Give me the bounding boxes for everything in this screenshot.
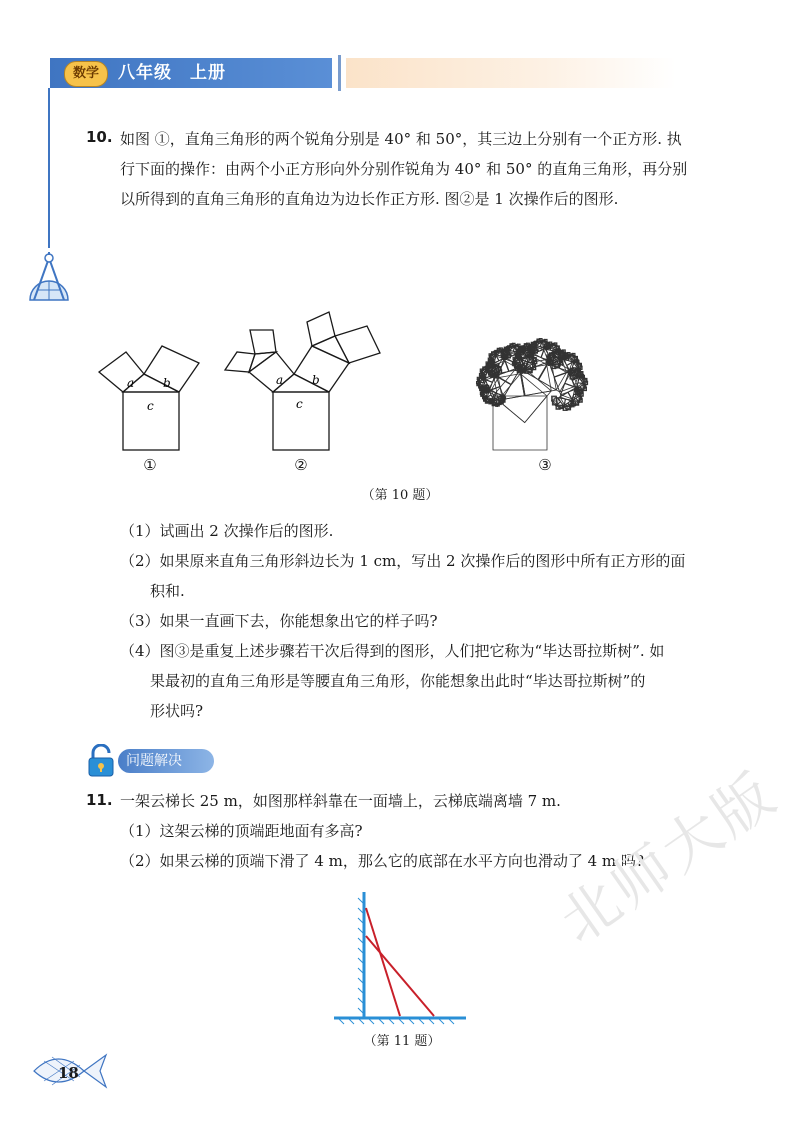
edge-label-a: a bbox=[127, 376, 135, 390]
problem-11-text: 一架云梯长 25 m，如图那样斜靠在一面墙上，云梯底端离墙 7 m. bbox=[120, 792, 561, 810]
question-10-2: （2）如果原来直角三角形斜边长为 1 cm，写出 2 次操作后的图形中所有正方形的面 bbox=[120, 552, 686, 570]
figure-1 bbox=[95, 330, 205, 460]
unlock-icon bbox=[87, 744, 117, 778]
watermark: 北师大版 bbox=[547, 758, 790, 957]
question-10-2-cont: 积和. bbox=[150, 582, 185, 600]
problem-10-number: 10. bbox=[86, 128, 113, 146]
page-number: 18 bbox=[58, 1064, 79, 1082]
fig2-edge-label-b: b bbox=[312, 373, 320, 387]
ladder-figure bbox=[330, 888, 470, 1028]
question-11-2: （2）如果云梯的顶端下滑了 4 m，那么它的底部在水平方向也滑动了 4 m 吗? bbox=[120, 852, 644, 870]
subject-badge: 数学 bbox=[64, 61, 108, 87]
question-11-1: （1）这架云梯的顶端距地面有多高? bbox=[120, 822, 363, 840]
edge-label-c: c bbox=[147, 399, 154, 413]
problem-11-caption: （第 11 题） bbox=[363, 1034, 441, 1049]
problem-10-line-1: 如图 ①，直角三角形的两个锐角分别是 40° 和 50°，其三边上分别有一个正方形. 执 bbox=[120, 130, 682, 148]
problem-10-line-2: 行下面的操作：由两个小正方形向外分别作锐角为 40° 和 50° 的直角三角形，再分别 bbox=[120, 160, 688, 178]
section-tag-problem-solving: 问题解决 bbox=[118, 749, 214, 773]
figure-label-3: ③ bbox=[538, 456, 552, 474]
compass-icon bbox=[24, 250, 74, 306]
margin-line bbox=[48, 88, 50, 248]
question-10-4: （4）图③是重复上述步骤若干次后得到的图形，人们把它称为“毕达哥拉斯树”. 如 bbox=[120, 642, 665, 660]
question-10-4-cont: 果最初的直角三角形是等腰直角三角形，你能想象出此时“毕达哥拉斯树”的 bbox=[150, 672, 646, 690]
figure-3-pythagoras-tree bbox=[395, 225, 705, 455]
grade-title: 八年级 上册 bbox=[118, 63, 226, 83]
problem-10-line-3: 以所得到的直角三角形的直角边为边长作正方形. 图②是 1 次操作后的图形. bbox=[120, 190, 619, 208]
fig2-edge-label-c: c bbox=[296, 397, 303, 411]
header-separator bbox=[338, 55, 341, 91]
edge-label-b: b bbox=[163, 376, 171, 390]
problem-11-number: 11. bbox=[86, 791, 113, 809]
fig2-edge-label-a: a bbox=[276, 373, 284, 387]
question-10-3: （3）如果一直画下去，你能想象出它的样子吗? bbox=[120, 612, 438, 630]
question-10-4-cont2: 形状吗? bbox=[150, 702, 204, 720]
figure-2 bbox=[215, 298, 390, 460]
problem-10-caption: （第 10 题） bbox=[361, 488, 439, 503]
header-fade-band bbox=[346, 58, 676, 88]
question-10-1: （1）试画出 2 次操作后的图形. bbox=[120, 522, 334, 540]
figure-label-2: ② bbox=[294, 456, 308, 474]
figure-label-1: ① bbox=[143, 456, 157, 474]
